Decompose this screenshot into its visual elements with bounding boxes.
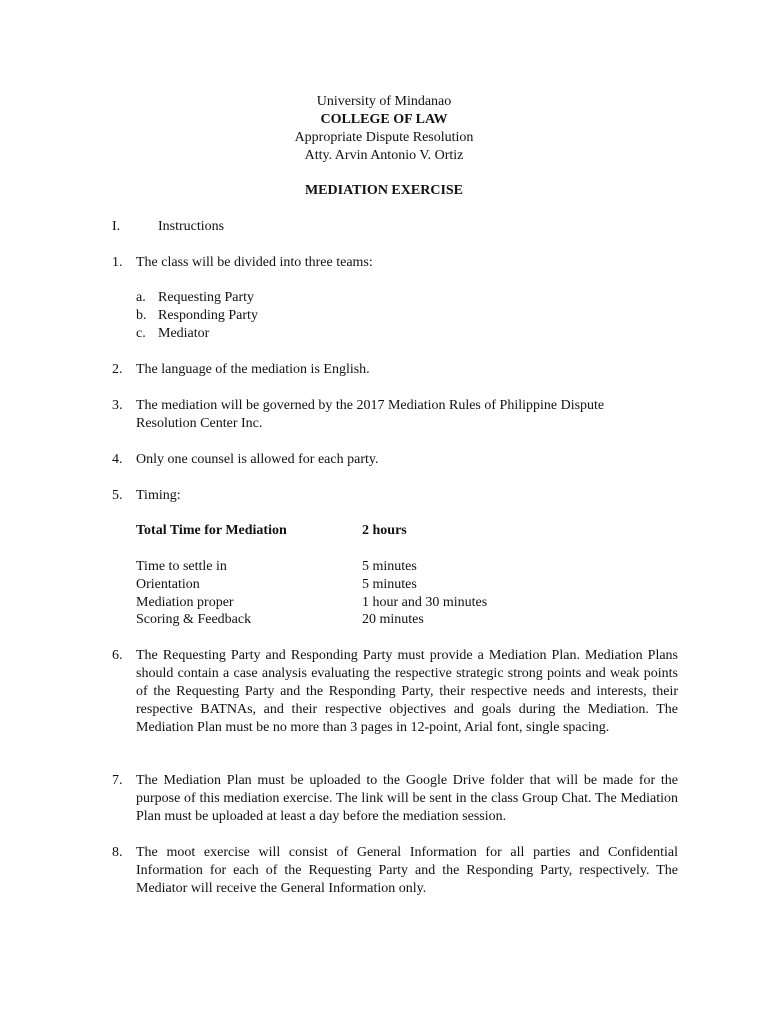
list-item-text: The language of the mediation is English. <box>136 362 370 377</box>
timing-row-value: 5 minutes <box>362 577 417 592</box>
timing-total-value: 2 hours <box>362 523 407 538</box>
timing-row-value: 1 hour and 30 minutes <box>362 595 488 610</box>
list-item-number: 3. <box>112 398 123 413</box>
instructor-name: Atty. Arvin Antonio V. Ortiz <box>304 148 464 163</box>
list-item-number: 2. <box>112 362 123 377</box>
list-item-text: Only one counsel is allowed for each party. <box>136 452 379 467</box>
timing-row-label: Orientation <box>136 577 200 592</box>
timing-row-label: Scoring & Feedback <box>136 612 252 627</box>
list-item-number: 5. <box>112 488 123 503</box>
list-item-text: The Mediation Plan must be uploaded to the Google Drive folder that will be made for the purpose of this mediation exercise. The link will be sent in the class Group Chat. The Mediation Plan must be uploaded at least a day before the mediation session. <box>136 773 678 824</box>
timing-row-label: Mediation proper <box>136 595 234 610</box>
team-name: Responding Party <box>158 308 258 323</box>
timing-row-value: 20 minutes <box>362 612 424 627</box>
list-item-number: 7. <box>112 773 123 788</box>
document-title: MEDIATION EXERCISE <box>304 183 464 198</box>
college-name: COLLEGE OF LAW <box>320 112 448 127</box>
team-letter: c. <box>136 326 146 341</box>
section-numeral: I. <box>112 219 121 234</box>
list-item-text: The moot exercise will consist of General Information for all parties and Confidential Information for each of the Requesting Party and the Responding Party, respectively. The Mediator will receive the General Information only. <box>136 845 678 896</box>
timing-total-label: Total Time for Mediation <box>136 523 287 538</box>
team-letter: a. <box>136 290 146 305</box>
timing-row-value: 5 minutes <box>362 559 417 574</box>
team-letter: b. <box>136 308 147 323</box>
course-name: Appropriate Dispute Resolution <box>294 130 474 145</box>
team-name: Requesting Party <box>158 290 255 305</box>
list-item-text: The mediation will be governed by the 2017 Mediation Rules of Philippine Dispute Resolution Center Inc. <box>136 398 605 431</box>
list-item-text: The Requesting Party and Responding Party must provide a Mediation Plan. Mediation Plans should contain a case analysis evaluating the respective strategic strong points and weak points of the Requesting Party and the Responding Party, their respective needs and interests, their respective BATNAs, and their respective objectives and goals during the Mediation. The Mediation Plan must be no more than 3 pages in 12-point, Arial font, single spacing. <box>136 648 678 735</box>
university-name: University of Mindanao <box>316 94 452 109</box>
list-item-number: 4. <box>112 452 123 467</box>
timing-row-label: Time to settle in <box>136 559 227 574</box>
section-heading: Instructions <box>158 219 225 234</box>
list-item-text: The class will be divided into three teams: <box>136 255 373 270</box>
list-item-number: 1. <box>112 255 123 270</box>
list-item-number: 6. <box>112 648 123 663</box>
list-item-text: Timing: <box>136 488 181 503</box>
list-item-number: 8. <box>112 845 123 860</box>
team-name: Mediator <box>158 326 210 341</box>
